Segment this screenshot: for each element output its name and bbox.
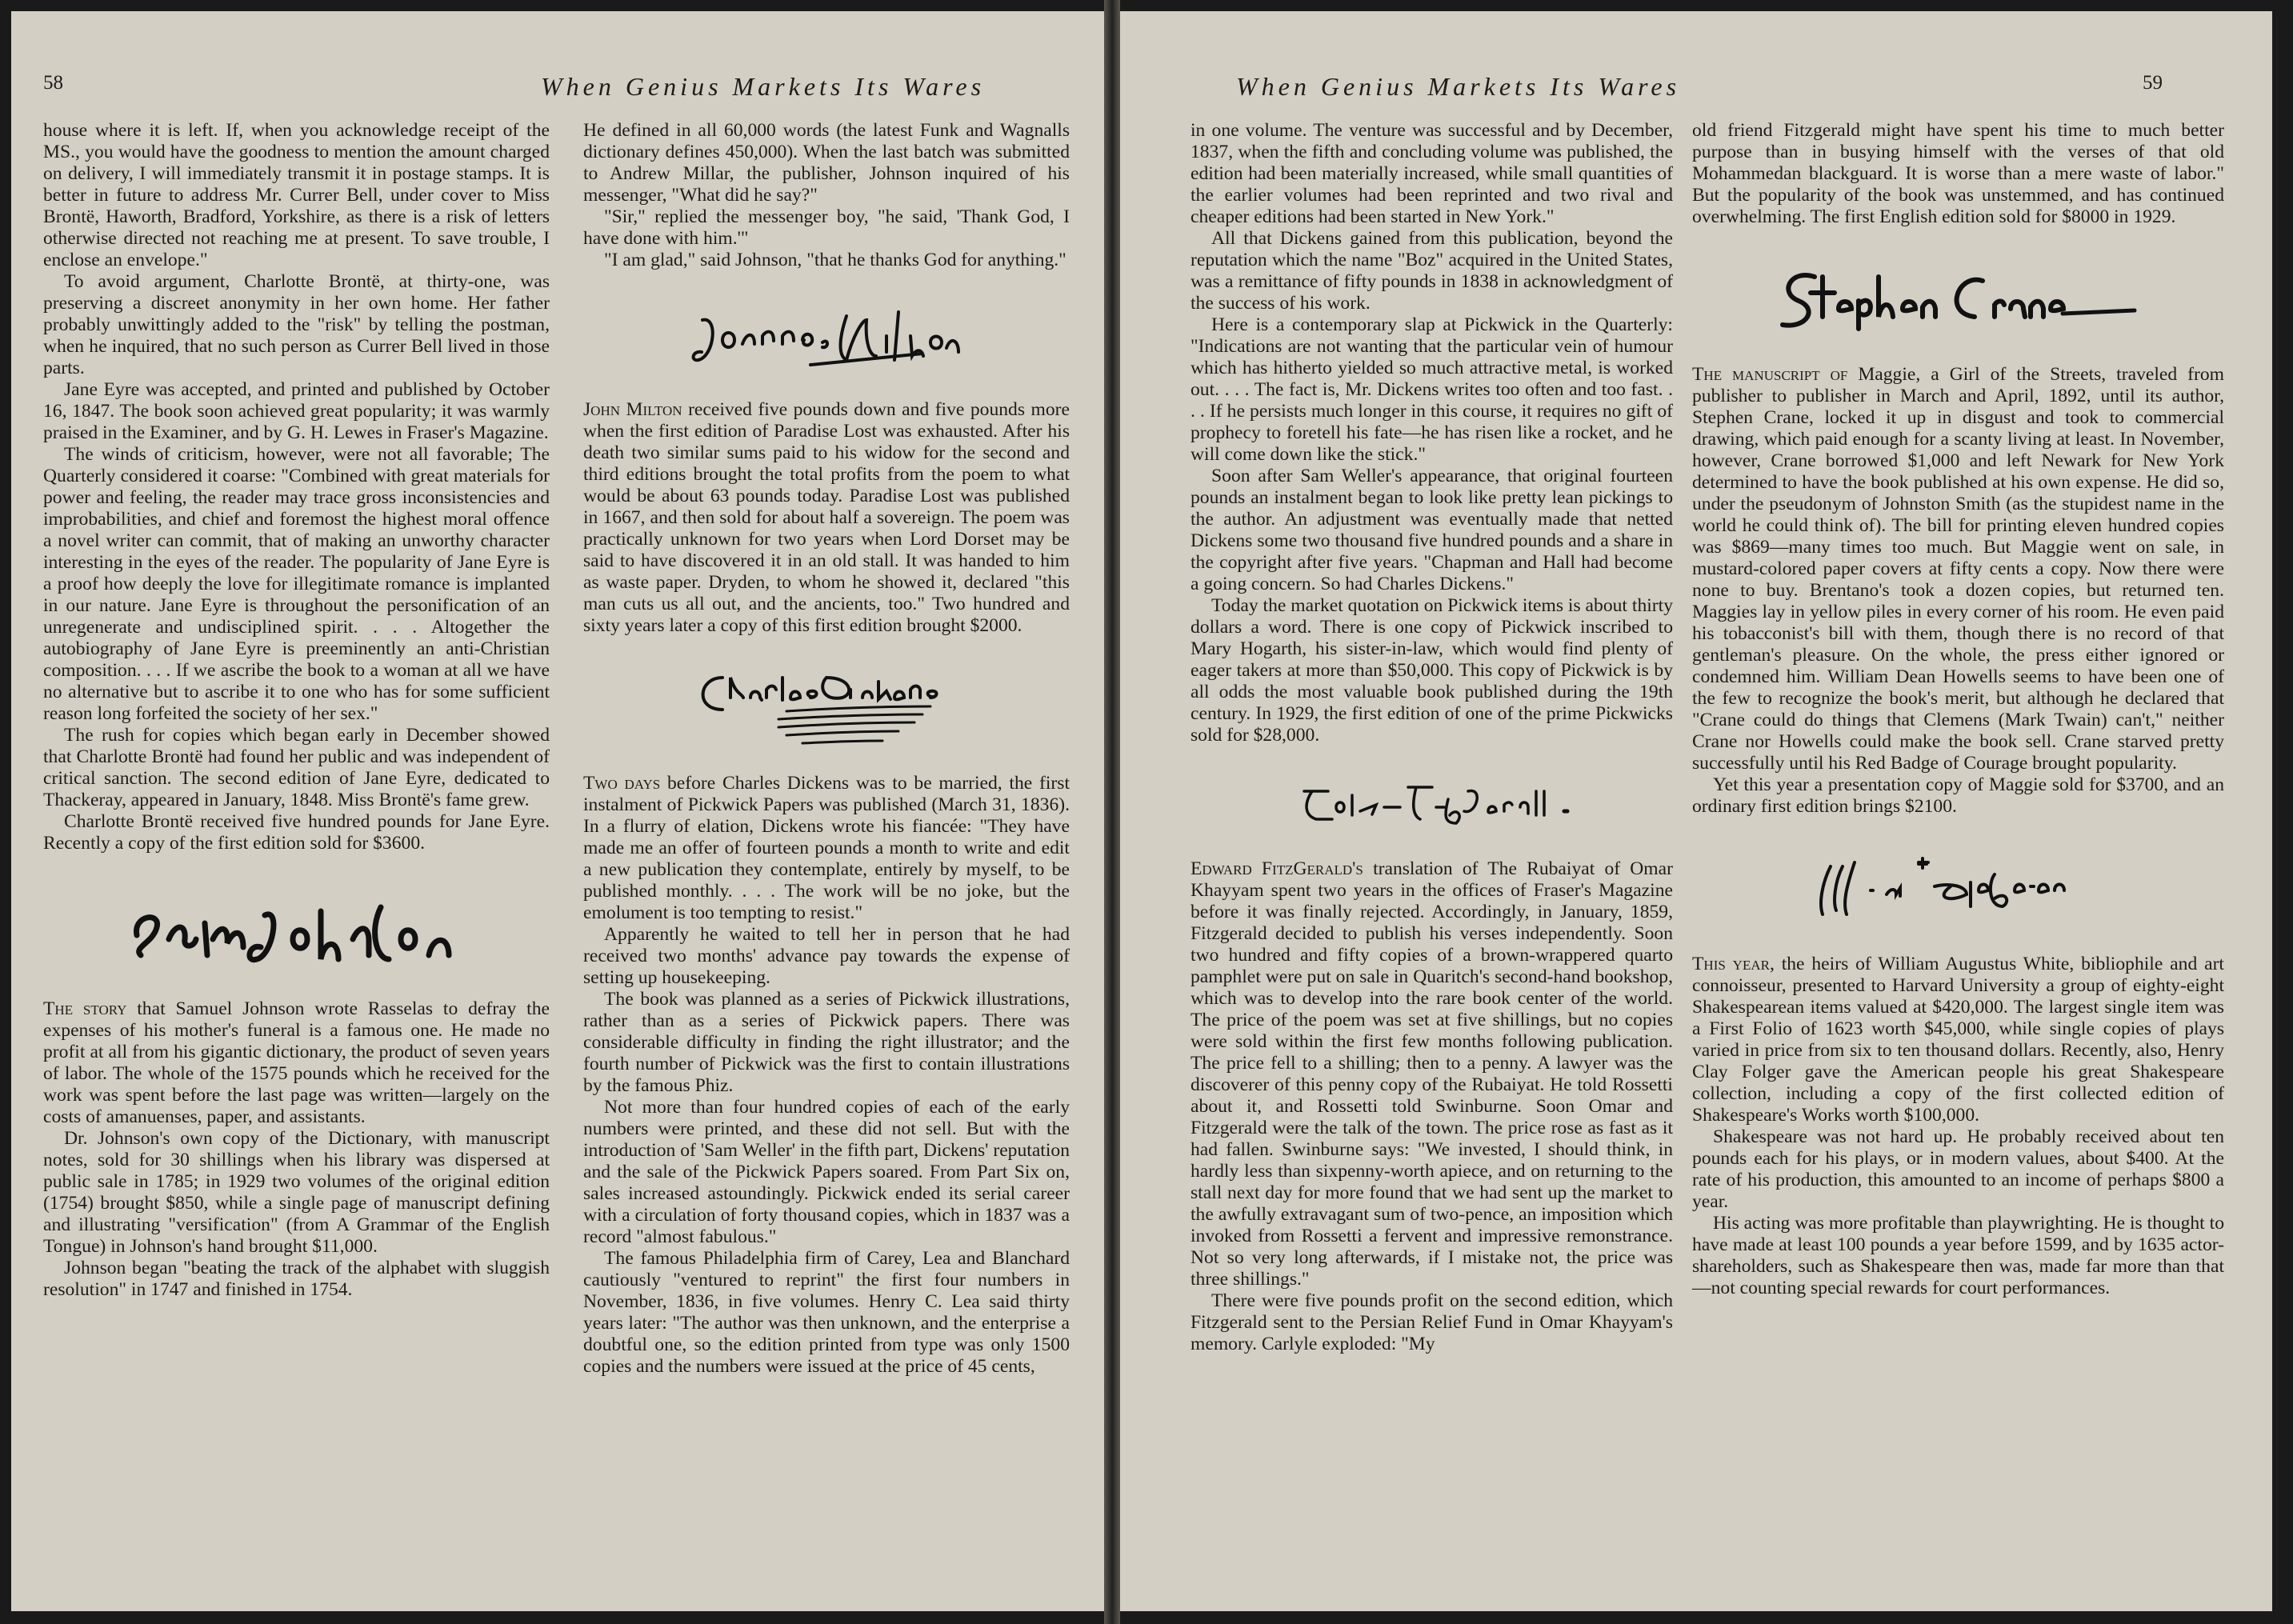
paragraph: His acting was more profitable than playwrighting. He is thought to have made at least 100 pounds a year before 1599, and by 1635 actor-shareholders, such as Shakespeare then was, made far more than that—not counting special rewards for court performances. [1692, 1213, 2224, 1298]
lead-in: John Milton [583, 399, 682, 420]
paragraph: Two days before Charles Dickens was to be married, the first instalment of Pickwick Papers was published (March 31, 1836). In a flurry of elation, Dickens wrote his fiancée: "They have made me an offer of fourteen pounds a month to write and edit a new publication they contemplate, entirely by myself, to be published monthly. . . . The work will be no joke, but the emolument is too tempting to resist." [583, 773, 1070, 923]
paragraph: Today the market quotation on Pickwick items is about thirty dollars a word. There is one copy of Pickwick inscribed to Mary Hogarth, his sister-in-law, which would find plenty of eager takers at more than $50,000. This copy of Pickwick is by all odds the most valuable book published during the 19th century. In 1929, the first edition of one of the prime Pickwicks sold for $28,000. [1191, 595, 1673, 746]
paragraph: Here is a contemporary slap at Pickwick in the Quarterly: "Indications are not wanting that the particular vein of humour which has hitherto yielded so much attractive metal, is worked out. . . . The fact is, Mr. Dickens writes too often and too fast. . . . If he persists much longer in this course, it requires no gift of prophecy to foretell his fate—he has risen like a rocket, and he will come down like the stick." [1191, 314, 1673, 465]
paragraph: The story that Samuel Johnson wrote Rasselas to defray the expenses of his mother's funeral is a famous one. He made no profit at all from his gigantic dictionary, the product of seven years of labor. The whole of the 1575 pounds which he received for the work was spent before the last page was written—largely on the costs of amanuenses, paper, and assistants. [43, 998, 550, 1127]
signature-shakespeare [1692, 830, 2224, 942]
milton-signature-icon [690, 304, 962, 368]
signature-milton [583, 284, 1070, 388]
paragraph: The book was planned as a series of Pickwick illustrations, rather than as a series of Pickwick papers. There was considerable difficulty in finding the right illustrator; and the fourth number of Pickwick was the first to contain illustrations by the famous Phiz. [583, 989, 1070, 1096]
paragraph: This year, the heirs of William Augustus White, bibliophile and art connoisseur, presented to Harvard University a group of eighty-eight Shakespearean items valued at $420,000. The largest single item was a First Folio of 1623 worth $45,000, while single copies of plays varied in price from six to ten thousand dollars. Recently, also, Henry Clay Folger gave the American people his great Shakespeare collection, including a copy of the first collected edition of Shakespeare's Works worth $100,000. [1692, 954, 2224, 1126]
signature-johnson [43, 867, 550, 987]
paragraph: Edward FitzGerald's translation of The Rubaiyat of Omar Khayyam spent two years in the offices of Fraser's Magazine before it was finally rejected. Accordingly, in January, 1859, Fitzgerald decided to publish his verses independently. Soon two hundred and fifty copies of a brown-wrappered quarto pamphlet were put on sale in Quaritch's second-hand bookshop, which was to develop into the rare book center of the world. The price of the poem was set at five shillings, but no copies were sold within the first few months following publication. The price fell to a shilling; then to a penny. A lawyer was the discoverer of this penny copy of the Rubaiyat. He told Rossetti about it, and Rossetti told Swinburne. Soon Omar and Fitzgerald were the talk of the town. The price rose as fast as it had fallen. Swinburne says: "We invested, I should think, in hardly less than sixpenny-worth apiece, and on returning to the stall next day for more found that we had sent up the market to the awfully extravagant sum of two-pence, an imposition which invoked from Rossetti a fervent and impressive remonstrance. Not so very long afterwards, if I mistake not, the price was three shillings." [1191, 858, 1673, 1290]
right-page [1120, 11, 2272, 1611]
paragraph: The famous Philadelphia firm of Carey, Lea and Blanchard cautiously "ventured to reprint" the first four numbers in November, 1836, in five volumes. Henry C. Lea said thirty years later: "The author was then unknown, and the enterprise a doubtful one, so the edition printed from type was only 1500 copies and the numbers were issued at the price of 45 cents, [583, 1248, 1070, 1377]
crane-signature-icon [1775, 261, 2143, 333]
right-column-2 [1692, 120, 2224, 1299]
paragraph: John Milton received five pounds down and five pounds more when the first edition of Paradise Lost was exhausted. After his death two similar sums paid to his widow for the second and third editions brought the total profits from the poem to what would be about 63 pounds today. Paradise Lost was published in 1667, and then sold for about half a sovereign. The poem was practically unknown for two years when Lord Dorset may be said to have discovered it in an old stall. It was handed to him as waste paper. Dryden, to whom he showed it, declared "this man cuts us all out, and the ancients, too." Two hundred and sixty years later a copy of this first edition brought $2000. [583, 399, 1070, 636]
paragraph: All that Dickens gained from this publication, beyond the reputation which the name "Boz" acquired in the United States, was a remittance of fifty pounds in 1838 in acknowledgment of the success of his work. [1191, 228, 1673, 314]
paragraph: Apparently he waited to tell her in person that he had received two months' advance pay towards the expense of setting up housekeeping. [583, 924, 1070, 988]
left-page [11, 11, 1104, 1611]
paragraph: To avoid argument, Charlotte Brontë, at thirty-one, was preserving a discreet anonymity in her own home. Her father probably unwittingly added to the "risk" by telling the postman, when he inquired, that no such person as Currer Bell lived in those parts. [43, 271, 550, 378]
lead-in: This year, [1692, 954, 1775, 974]
paragraph: The manuscript of Maggie, a Girl of the Streets, traveled from publisher to publisher in March and April, 1892, until its author, Stephen Crane, locked it up in disgust and took to commercial drawing, which paid enough for a scanty living at least. In November, however, Crane borrowed $1,000 and left Newark for New York determined to have the book published at his own expense. He did so, under the pseudonym of Johnston Smith (as the stupidest name in the world he could think of). The bill for printing eleven hundred copies was $869—many times too much. But Maggie went on sale, in mustard-colored paper covers at fifty cents a copy. Now there were none to buy. Brentano's took a dozen copies, but returned ten. Maggies lay in yellow piles in every corner of his room. He even paid his tobacconist's bill with them, though there is no record of that gentleman's pleasure. On the whole, the press either ignored or condemned him. William Dean Howells seems to have been one of the few to recognize the book's merit, but although he declared that "Crane could do things that Clemens (Mark Twain) can't," neither Crane nor Howells could make the book sell. Crane starved pretty successfully until his Red Badge of Courage brought popularity. [1692, 364, 2224, 774]
signature-dickens [583, 650, 1070, 762]
paragraph: The winds of criticism, however, were not all favorable; The Quarterly considered it coarse: "Combined with great materials for power and feeling, the reader may trace gross inconsistencies and improbabilities, and chief and foremost the highest moral offence a novel writer can commit, that of making an unworthy character interesting in the eyes of the reader. The popularity of Jane Eyre is a proof how deeply the love for illegitimate romance is implanted in our nature. Jane Eyre is throughout the personification of an unregenerate and undisciplined spirit. . . . Altogether the autobiography of Jane Eyre is preeminently an anti-Christian composition. . . . If we ascribe the book to a woman at all we have no alternative but to ascribe it to one who has for some sufficient reason long forfeited the society of her sex." [43, 444, 550, 724]
running-head-right: When Genius Markets Its Wares [1236, 72, 1681, 101]
paragraph: "Sir," replied the messenger boy, "he said, 'Thank God, I have done with him.'" [583, 206, 1070, 249]
paragraph: old friend Fitzgerald might have spent his time to much better purpose than in busying himself with the verses of that old Mohammedan blackguard. It is worse than a mere waste of labor." But the popularity of the book was unstemmed, and has continued overwhelming. The first English edition sold for $8000 in 1929. [1692, 120, 2224, 227]
paragraph: Yet this year a presentation copy of Maggie sold for $3700, and an ordinary first edition brings $2100. [1692, 774, 2224, 817]
paragraph: The rush for copies which began early in December showed that Charlotte Brontë had found her public and was independent of critical sanction. The second edition of Jane Eyre, dedicated to Thackeray, appeared in January, 1848. Miss Brontë's fame grew. [43, 725, 550, 810]
page-number-left: 58 [43, 72, 63, 94]
paragraph: Soon after Sam Weller's appearance, that original fourteen pounds an instalment began to look like pretty lean pickings to the author. An adjustment was eventually made that netted Dickens some two thousand five hundred pounds and a share in the copyright after five years. "Chapman and Hall had become a going concern. So had Charles Dickens." [1191, 466, 1673, 594]
paragraph: Dr. Johnson's own copy of the Dictionary, with manuscript notes, sold for 30 shillings when his library was dispersed at public sale in 1785; in 1929 two volumes of the original edition (1754) brought $850, while a single page of manuscript defining and illustrating "versification" (from A Grammar of the English Tongue) in Johnson's hand brought $11,000. [43, 1128, 550, 1257]
paragraph: Johnson began "beating the track of the alphabet with sluggish resolution" in 1747 and finished in 1754. [43, 1258, 550, 1300]
dickens-signature-icon [690, 662, 962, 750]
left-column-1 [43, 120, 550, 1301]
fitzgerald-signature-icon [1288, 775, 1576, 831]
lead-in: The manuscript of [1692, 364, 1848, 385]
shakespeare-signature-icon [1799, 850, 2119, 922]
paragraph: "I am glad," said Johnson, "that he thanks God for anything." [604, 250, 1066, 270]
lead-in: Two days [583, 773, 661, 794]
paragraph: in one volume. The venture was successful and by December, 1837, when the fifth and concluding volume was published, the edition had been materially increased, while small quantities of the earlier volumes had been reprinted and two rival and cheaper editions had been started in New York." [1191, 120, 1673, 227]
right-column-1 [1191, 120, 1673, 1355]
paragraph: Charlotte Brontë received five hundred pounds for Jane Eyre. Recently a copy of the first edition sold for $3600. [43, 811, 550, 854]
lead-in: Edward FitzGerald's [1191, 858, 1363, 879]
paragraph: Not more than four hundred copies of each of the early numbers were printed, and these did not sell. But with the introduction of 'Sam Weller' in the fifth part, Dickens' reputation and the sale of the Pickwick Papers soared. From Part Six on, sales increased astoundingly. Pickwick ended its serial career with a circulation of forty thousand copies, which in 1837 was a record "almost fabulous." [583, 1097, 1070, 1247]
lead-in: The story [43, 998, 127, 1019]
left-column-2 [583, 120, 1070, 1378]
johnson-signature-icon [129, 891, 465, 963]
paragraph: Shakespeare was not hard up. He probably received about ten pounds each for his plays, or in modern values, about $400. At the rate of his production, this amounted to an income of perhaps $800 a year. [1692, 1126, 2224, 1212]
paragraph: There were five pounds profit on the second edition, which Fitzgerald sent to the Persian Relief Fund in Omar Khayyam's memory. Carlyle exploded: "My [1191, 1290, 1673, 1354]
page-number-right: 59 [2143, 72, 2163, 94]
paragraph: He defined in all 60,000 words (the latest Funk and Wagnalls dictionary defines 450,000). When the last batch was submitted to Andrew Millar, the publisher, Johnson inquired of his messenger, "What did he say?" [583, 120, 1070, 206]
paragraph: house where it is left. If, when you acknowledge receipt of the MS., you would have the goodness to mention the amount charged on delivery, I will immediately transmit it in postage stamps. It is better in future to address Mr. Currer Bell, under cover to Miss Brontë, Haworth, Bradford, Yorkshire, as there is a risk of letters otherwise directed not reaching me at present. To save trouble, I enclose an envelope." [43, 120, 550, 270]
running-head-left: When Genius Markets Its Wares [541, 72, 986, 101]
paragraph: Jane Eyre was accepted, and printed and published by October 16, 1847. The book soon achieved great popularity; it was warmly praised in the Examiner, and by G. H. Lewes in Fraser's Magazine. [43, 379, 550, 443]
book-gutter [1104, 0, 1120, 1624]
signature-fitzgerald [1191, 759, 1673, 847]
signature-crane [1692, 241, 2224, 353]
